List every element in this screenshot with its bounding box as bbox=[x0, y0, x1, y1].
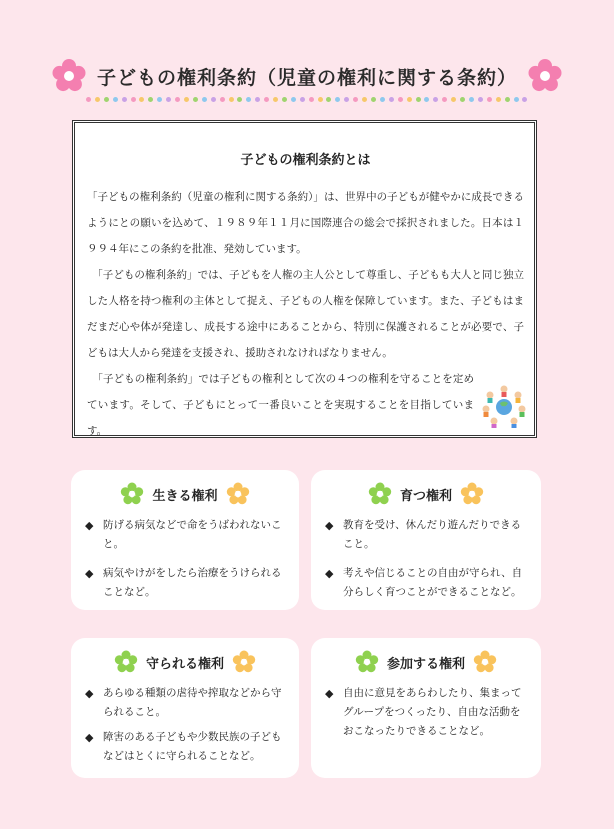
diamond-bullet-icon: ◆ bbox=[85, 687, 94, 700]
divider-dot bbox=[122, 97, 127, 102]
divider-dot bbox=[300, 97, 305, 102]
list-item: ◆ あらゆる種類の虐待や搾取などから守られること。 bbox=[85, 684, 285, 722]
divider-dot bbox=[344, 97, 349, 102]
card-right-to-participate bbox=[311, 638, 541, 778]
green-flower-icon bbox=[114, 650, 138, 674]
divider-dot bbox=[273, 97, 278, 102]
divider-dot bbox=[86, 97, 91, 102]
divider-dot bbox=[95, 97, 100, 102]
divider-dot bbox=[220, 97, 225, 102]
divider-dot bbox=[398, 97, 403, 102]
divider-dot bbox=[255, 97, 260, 102]
divider-dot bbox=[522, 97, 527, 102]
divider-dot bbox=[478, 97, 483, 102]
divider-dot bbox=[505, 97, 510, 102]
page-title: 子どもの権利条約（児童の権利に関する条約） bbox=[96, 66, 517, 89]
orange-flower-icon bbox=[226, 482, 250, 506]
divider-dot bbox=[139, 97, 144, 102]
intro-paragraph: 「子どもの権利条約（児童の権利に関する条約）」は、世界中の子どもが健やかに成長できるようにとの願いを込めて、１９８９年１１月に国際連合の総会で採択されました。日本は１９９４年にこの条約を批准、発効しています。 bbox=[87, 191, 524, 255]
diamond-bullet-icon: ◆ bbox=[85, 731, 94, 744]
divider-dot bbox=[335, 97, 340, 102]
divider-dot bbox=[416, 97, 421, 102]
green-flower-icon bbox=[368, 482, 392, 506]
intro-paragraph: 「子どもの権利条約」では、子どもを人権の主人公として尊重し、子どもも大人と同じ独立した人格を持つ権利の主体として捉え、子どもの人権を保障しています。また、子どもはまだまだ心や体が発達し、成長する途中にあることから、特別に保護されることが必要で、子どもは大人から発達を支援され、援助されなければなりません。 bbox=[87, 269, 524, 359]
divider-dot bbox=[157, 97, 162, 102]
divider-dot bbox=[184, 97, 189, 102]
divider-dot bbox=[451, 97, 456, 102]
divider-dot bbox=[211, 97, 216, 102]
diamond-bullet-icon: ◆ bbox=[85, 519, 94, 532]
divider-dot bbox=[318, 97, 323, 102]
dotted-divider bbox=[86, 96, 528, 102]
diamond-bullet-icon: ◆ bbox=[85, 567, 94, 580]
divider-dot bbox=[309, 97, 314, 102]
divider-dot bbox=[166, 97, 171, 102]
divider-dot bbox=[326, 97, 331, 102]
card-title: 参加する権利 bbox=[386, 656, 465, 672]
divider-dot bbox=[469, 97, 474, 102]
divider-dot bbox=[113, 97, 118, 102]
divider-dot bbox=[148, 97, 153, 102]
divider-dot bbox=[487, 97, 492, 102]
list-item: ◆ 考えや信じることの自由が守られ、自分らしく育つことができることなど。 bbox=[325, 564, 527, 602]
divider-dot bbox=[371, 97, 376, 102]
list-item: ◆ 教育を受け、休んだり遊んだりできること。 bbox=[325, 516, 527, 554]
divider-dot bbox=[131, 97, 136, 102]
divider-dot bbox=[433, 97, 438, 102]
list-item: ◆ 自由に意見をあらわしたり、集まってグループをつくったり、自由な活動をおこなったりできることなど。 bbox=[325, 684, 527, 741]
divider-dot bbox=[104, 97, 109, 102]
card-right-to-protection bbox=[71, 638, 299, 778]
orange-flower-icon bbox=[473, 650, 497, 674]
divider-dot bbox=[246, 97, 251, 102]
orange-flower-icon bbox=[460, 482, 484, 506]
green-flower-icon bbox=[120, 482, 144, 506]
intro-heading: 子どもの権利条約とは bbox=[240, 153, 371, 168]
list-item: ◆ 防げる病気などで命をうばわれないこと。 bbox=[85, 516, 285, 554]
divider-dot bbox=[424, 97, 429, 102]
card-right-to-life bbox=[71, 470, 299, 610]
divider-dot bbox=[202, 97, 207, 102]
divider-dot bbox=[175, 97, 180, 102]
children-circle-icon bbox=[480, 381, 528, 429]
pink-flower-icon bbox=[51, 58, 87, 94]
divider-dot bbox=[291, 97, 296, 102]
list-item: ◆ 病気やけがをしたら治療をうけられることなど。 bbox=[85, 564, 285, 602]
green-flower-icon bbox=[355, 650, 379, 674]
intro-paragraph: 「子どもの権利条約」では子どもの権利として次の４つの権利を守ることを定めています。そして、子どもにとって一番良いことを実現することを目指しています。 bbox=[87, 373, 474, 437]
divider-dot bbox=[460, 97, 465, 102]
orange-flower-icon bbox=[232, 650, 256, 674]
divider-dot bbox=[407, 97, 412, 102]
divider-dot bbox=[229, 97, 234, 102]
diamond-bullet-icon: ◆ bbox=[325, 687, 334, 700]
divider-dot bbox=[353, 97, 358, 102]
diamond-bullet-icon: ◆ bbox=[325, 567, 334, 580]
divider-dot bbox=[237, 97, 242, 102]
pink-flower-icon bbox=[527, 58, 563, 94]
divider-dot bbox=[282, 97, 287, 102]
list-item: ◆ 障害のある子どもや少数民族の子どもなどはとくに守られることなど。 bbox=[85, 728, 285, 766]
card-title: 育つ権利 bbox=[399, 488, 452, 504]
card-title: 生きる権利 bbox=[152, 488, 218, 504]
divider-dot bbox=[380, 97, 385, 102]
page-header bbox=[40, 52, 574, 100]
card-right-to-grow bbox=[311, 470, 541, 610]
divider-dot bbox=[193, 97, 198, 102]
divider-dot bbox=[496, 97, 501, 102]
divider-dot bbox=[264, 97, 269, 102]
divider-dot bbox=[389, 97, 394, 102]
diamond-bullet-icon: ◆ bbox=[325, 519, 334, 532]
intro-box bbox=[72, 120, 537, 438]
card-title: 守られる権利 bbox=[145, 656, 224, 672]
divider-dot bbox=[362, 97, 367, 102]
divider-dot bbox=[514, 97, 519, 102]
divider-dot bbox=[442, 97, 447, 102]
